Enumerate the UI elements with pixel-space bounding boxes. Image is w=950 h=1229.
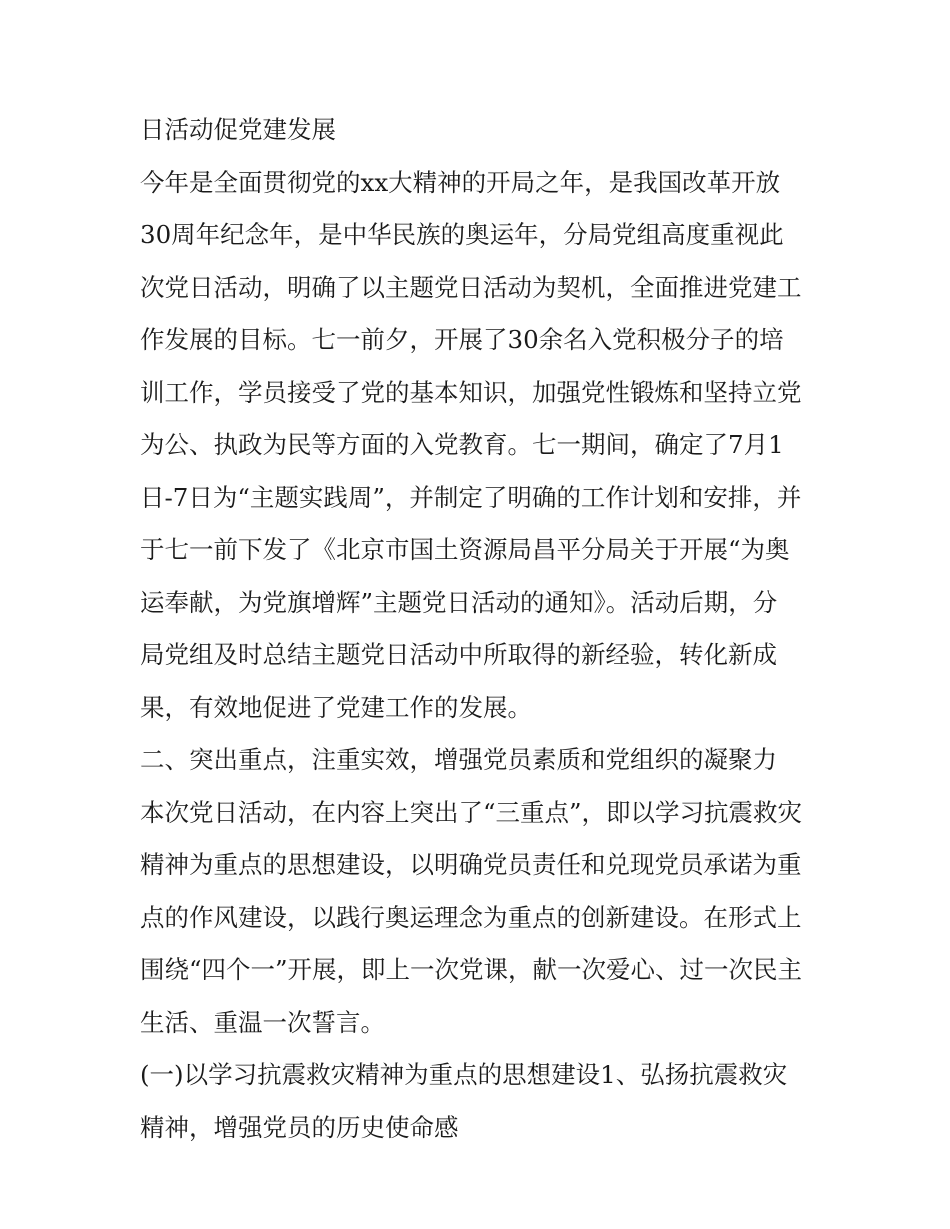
paragraph-line: 生活、重温一次誓言。 (140, 1007, 385, 1037)
paragraph-line: 围绕“四个一”开展，即上一次党课，献一次爱心、过一次民主 (140, 955, 803, 984)
paragraph-line: 作发展的目标。七一前夕，开展了30余名入党积极分子的培 (140, 325, 784, 354)
section-heading: 日活动促党建发展 (140, 115, 336, 144)
paragraph-line: 精神为重点的思想建设，以明确党员责任和兑现党员承诺为重 (140, 850, 802, 879)
document-body (140, 104, 820, 1154)
subsection-heading: (一)以学习抗震救灾精神为重点的思想建设1、弘扬抗震救灾 (140, 1060, 788, 1089)
paragraph-line: 果，有效地促进了党建工作的发展。 (140, 692, 532, 722)
paragraph-line: 次党日活动，明确了以主题党日活动为契机，全面推进党建工 (140, 272, 802, 302)
paragraph-line: 日-7日为“主题实践周”，并制定了明确的工作计划和安排，并 (140, 482, 802, 512)
paragraph-line: 运奉献，为党旗增辉”主题党日活动的通知》。活动后期，分 (140, 587, 778, 617)
paragraph-line: 本次党日活动，在内容上突出了“三重点”，即以学习抗震救灾 (140, 797, 803, 827)
paragraph-line: 点的作风建设，以践行奥运理念为重点的创新建设。在形式上 (140, 902, 802, 932)
paragraph-line: 精神，增强党员的历史使命感 (140, 1112, 459, 1142)
paragraph-line: 30周年纪念年，是中华民族的奥运年，分局党组高度重视此 (140, 220, 784, 249)
paragraph-line: 训工作，学员接受了党的基本知识，加强党性锻炼和坚持立党 (140, 377, 802, 407)
section-heading: 二、突出重点，注重实效，增强党员素质和党组织的凝聚力 (140, 745, 777, 774)
paragraph-line: 局党组及时总结主题党日活动中所取得的新经验，转化新成 (140, 640, 777, 669)
paragraph-line: 为公、执政为民等方面的入党教育。七一期间，确定了7月1 (140, 430, 784, 459)
paragraph-line: 于七一前下发了《北京市国土资源局昌平分局关于开展“为奥 (140, 535, 790, 564)
paragraph-line: 今年是全面贯彻党的xx大精神的开局之年，是我国改革开放 (140, 167, 781, 197)
